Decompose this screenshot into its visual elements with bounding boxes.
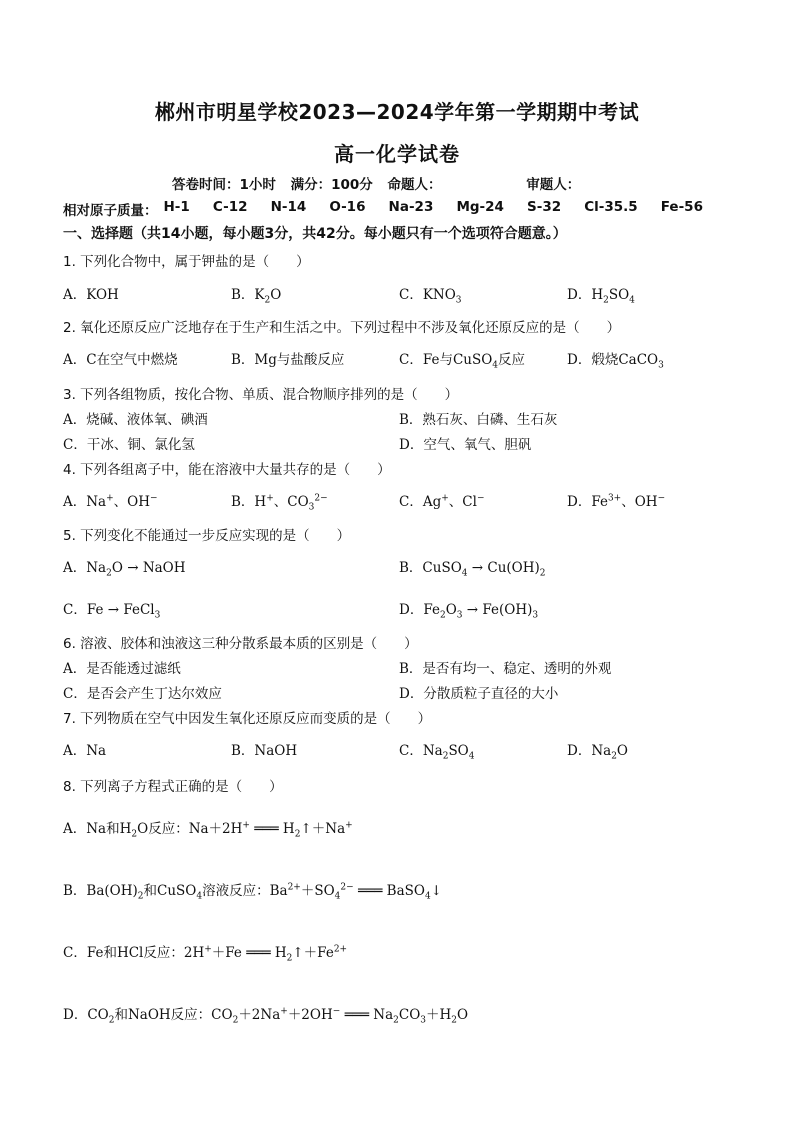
section-heading: 一、选择题（共14小题，每小题3分，共42分。每小题只有一个选项符合题意。） xyxy=(63,226,567,242)
question-8-stem: 8. 下列离子方程式正确的是（ ） xyxy=(63,779,283,795)
exam-author: 命题人： xyxy=(387,177,442,193)
question-6-option-c: C．是否会产生丁达尔效应 xyxy=(63,686,222,702)
atomic-masses-label: 相对原子质量： xyxy=(63,203,158,219)
question-4-option-a: A．Na+、OH− xyxy=(63,493,158,510)
atomic-masses xyxy=(63,199,703,219)
question-2-option-d-text: D．煅烧CaCO xyxy=(567,352,659,368)
question-4-option-b: B．H+、$CO_3^{2-}$ xyxy=(231,493,328,513)
question-6-stem: 6. 溶液、胶体和浊液这三种分散系最本质的区别是（ ） xyxy=(63,636,418,652)
exam-subtitle: 高一化学试卷 xyxy=(334,142,460,166)
question-1-option-d: D．$H_2SO_4$ xyxy=(567,287,635,306)
question-6-option-d: D．分散质粒子直径的大小 xyxy=(399,686,559,702)
exam-time: 答卷时间：1小时 xyxy=(172,177,276,193)
question-6-option-b: B．是否有均一、稳定、透明的外观 xyxy=(399,661,612,677)
question-1-option-a: A．KOH xyxy=(63,287,119,303)
question-2-option-a: A．C在空气中燃烧 xyxy=(63,352,178,368)
question-2-option-d: D．煅烧CaCO$_3$ xyxy=(567,352,664,371)
question-1-option-b: B．$K_2O$ xyxy=(231,287,282,306)
question-7-option-d: D．$Na_2O$ xyxy=(567,743,628,762)
question-3-stem: 3. 下列各组物质，按化合物、单质、混合物顺序排列的是（ ） xyxy=(63,387,459,403)
question-4-option-d: D．$Fe^{3+}$、OH− xyxy=(567,493,666,510)
question-1-stem: 1. 下列化合物中，属于钾盐的是（ ） xyxy=(63,254,310,270)
question-8-option-c: C．Fe和HCl反应：2H+＋Fe ═══ $H_2↑+Fe^{2+}$ xyxy=(63,944,348,964)
exam-info xyxy=(172,173,590,193)
question-3-option-d: D．空气、氧气、胆矾 xyxy=(399,437,532,453)
question-5-option-d: D．$Fe_2O_3 \to Fe(OH)_3$ xyxy=(399,602,539,621)
question-8-option-d: D．$CO_2$和NaOH反应：$CO_2+2Na^++2OH^-$ ═══ $Na_2CO_3+H_2O$ xyxy=(63,1006,469,1026)
atomic-mass-na: Na-23 xyxy=(388,199,434,215)
question-2-option-c-tail: 反应 xyxy=(498,352,526,368)
question-1-option-c: C．$KNO_3$ xyxy=(399,287,462,306)
question-3-option-c: C．干冰、铜、氯化氢 xyxy=(63,437,195,453)
question-8-option-a: A．Na和$H_2O$反应：Na＋2H+ ═══ $H_2↑+Na^+$ xyxy=(63,820,353,840)
atomic-mass-o: O-16 xyxy=(329,199,366,215)
question-3-option-a: A．烧碱、液体氧、碘酒 xyxy=(63,412,208,428)
question-2-stem: 2. 氧化还原反应广泛地存在于生产和生活之中。下列过程中不涉及氧化还原反应的是（ ） xyxy=(63,320,621,336)
question-7-stem: 7. 下列物质在空气中因发生氧化还原反应而变质的是（ ） xyxy=(63,711,432,727)
atomic-mass-cl: Cl-35.5 xyxy=(584,199,638,215)
atomic-mass-fe: Fe-56 xyxy=(660,199,703,215)
exam-reviewer: 审题人： xyxy=(526,177,581,193)
question-7-option-a: A．Na xyxy=(63,743,107,759)
question-5-option-a: A．$Na_2O$ → NaOH xyxy=(63,560,186,579)
question-7-option-b: B．NaOH xyxy=(231,743,298,759)
atomic-mass-n: N-14 xyxy=(270,199,307,215)
question-7-option-c: C．$Na_2SO_4$ xyxy=(399,743,475,762)
question-6-option-a: A．是否能透过滤纸 xyxy=(63,661,181,677)
question-4-stem: 4. 下列各组离子中，能在溶液中大量共存的是（ ） xyxy=(63,462,391,478)
question-2-option-b: B．Mg与盐酸反应 xyxy=(231,352,345,368)
exam-title: 郴州市明星学校2023—2024学年第一学期期中考试 xyxy=(154,100,640,124)
question-8-option-b: B．$Ba(OH)_2$和CuSO$_4$溶液反应：$Ba^{2+}+SO_4^{2-}$ ═══ BaSO$_4$↓ xyxy=(63,882,442,902)
atomic-mass-s: S-32 xyxy=(527,199,562,215)
atomic-mass-c: C-12 xyxy=(212,199,248,215)
question-3-option-b: B．熟石灰、白磷、生石灰 xyxy=(399,412,558,428)
question-2-option-c-text: C．Fe与CuSO xyxy=(399,352,493,368)
question-2-option-c: C．Fe与CuSO$_4$反应 xyxy=(399,352,526,371)
question-5-option-c: C．Fe → FeCl$_3$ xyxy=(63,602,161,621)
atomic-mass-h: H-1 xyxy=(163,199,190,215)
question-5-option-b: B．CuSO$_4$ → $Cu(OH)_2$ xyxy=(399,560,546,579)
question-5-stem: 5. 下列变化不能通过一步反应实现的是（ ） xyxy=(63,528,351,544)
question-4-option-c: C．Ag+、Cl− xyxy=(399,493,485,510)
atomic-mass-mg: Mg-24 xyxy=(456,199,504,215)
exam-score: 满分：100分 xyxy=(290,177,373,193)
